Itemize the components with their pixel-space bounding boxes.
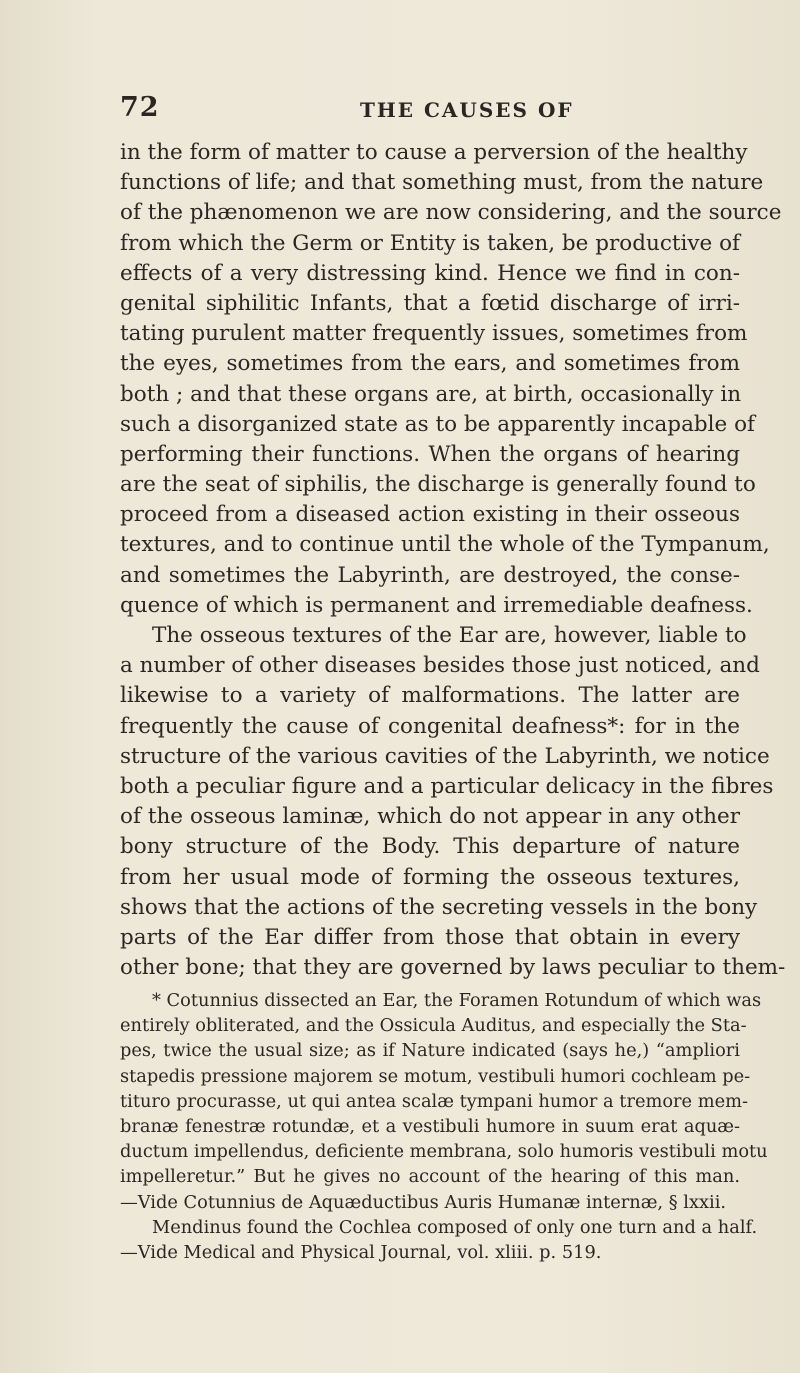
footnote-line: stapedis pressione majorem se motum, vestibuli humori cochleam pe- bbox=[120, 1065, 751, 1087]
body-line: textures, and to continue until the whole of the Tympanum, bbox=[120, 532, 770, 558]
body-line: both ; and that these organs are, at birth, occasionally in bbox=[120, 381, 742, 407]
footnote-line: —Vide Medical and Physical Journal, vol. xliii. p. 519. bbox=[120, 1241, 602, 1263]
body-line: a number of other diseases besides those just noticed, and bbox=[120, 653, 760, 679]
body-line: The osseous textures of the Ear are, however, liable to bbox=[152, 623, 747, 648]
body-line: in the form of matter to cause a perversion of the healthy bbox=[120, 140, 748, 165]
body-line: performing their functions. When the organs of hearing bbox=[120, 441, 740, 467]
body-line: parts of the Ear differ from those that obtain in every bbox=[120, 924, 740, 950]
footnote-line: tituro procurasse, ut qui antea scalæ tympani humor a tremore mem- bbox=[120, 1090, 748, 1112]
body-line: likewise to a variety of malformations. The latter are bbox=[120, 683, 740, 709]
body-line: bony structure of the Body. This departure of nature bbox=[120, 834, 740, 860]
footnote-line: Mendinus found the Cochlea composed of only one turn and a half. bbox=[152, 1216, 758, 1238]
footnote-line: pes, twice the usual size; as if Nature indicated (says he,) “ampliori bbox=[120, 1040, 740, 1062]
page-number: 72 bbox=[120, 92, 160, 123]
body-line: of the osseous laminæ, which do not appear in any other bbox=[120, 804, 740, 830]
body-line: of the phænomenon we are now considering, and the source bbox=[120, 200, 782, 226]
footnote-line: branæ fenestræ rotundæ, et a vestibuli humore in suum erat aquæ- bbox=[120, 1115, 740, 1137]
body-line: are the seat of siphilis, the discharge is generally found to bbox=[120, 472, 756, 498]
body-line: effects of a very distressing kind. Hence we find in con- bbox=[120, 260, 740, 286]
footnote-line: —Vide Cotunnius de Aquæductibus Auris Humanæ internæ, § lxxii. bbox=[120, 1191, 727, 1213]
body-line: frequently the cause of congenital deafness*: for in the bbox=[120, 713, 740, 739]
body-line: the eyes, sometimes from the ears, and sometimes from bbox=[120, 351, 740, 377]
footnote-line: entirely obliterated, and the Ossicula Auditus, and especially the Sta- bbox=[120, 1015, 747, 1037]
footnote-line: * Cotunnius dissected an Ear, the Foramen Rotundum of which was bbox=[152, 990, 762, 1011]
body-line: and sometimes the Labyrinth, are destroyed, the conse- bbox=[120, 562, 740, 588]
footnote-line: ductum impellendus, deficiente membrana, solo humoris vestibuli motu bbox=[120, 1141, 768, 1163]
footnote-line: impelleretur.” But he gives no account of the hearing of this man. bbox=[120, 1166, 740, 1188]
body-line: quence of which is permanent and irremediable deafness. bbox=[120, 592, 753, 618]
body-line: functions of life; and that something must, from the nature bbox=[120, 170, 764, 196]
body-line: shows that the actions of the secreting vessels in the bony bbox=[120, 894, 758, 920]
footnotes bbox=[120, 988, 768, 1265]
body-line: from her usual mode of forming the osseous textures, bbox=[120, 864, 740, 890]
body-line: both a peculiar figure and a particular delicacy in the fibres bbox=[120, 773, 774, 799]
body-line: other bone; that they are governed by laws peculiar to them- bbox=[120, 955, 786, 981]
running-head: THE CAUSES OF bbox=[360, 98, 574, 122]
body-text bbox=[120, 138, 786, 983]
body-line: structure of the various cavities of the Labyrinth, we notice bbox=[120, 743, 770, 769]
page-header bbox=[120, 92, 740, 132]
body-line: genital siphilitic Infants, that a fœtid discharge of irri- bbox=[120, 290, 740, 316]
body-line: proceed from a diseased action existing in their osseous bbox=[120, 502, 740, 528]
body-line: from which the Germ or Entity is taken, be productive of bbox=[120, 230, 740, 256]
body-line: tating purulent matter frequently issues, sometimes from bbox=[120, 321, 748, 347]
body-line: such a disorganized state as to be apparently incapable of bbox=[120, 411, 755, 437]
